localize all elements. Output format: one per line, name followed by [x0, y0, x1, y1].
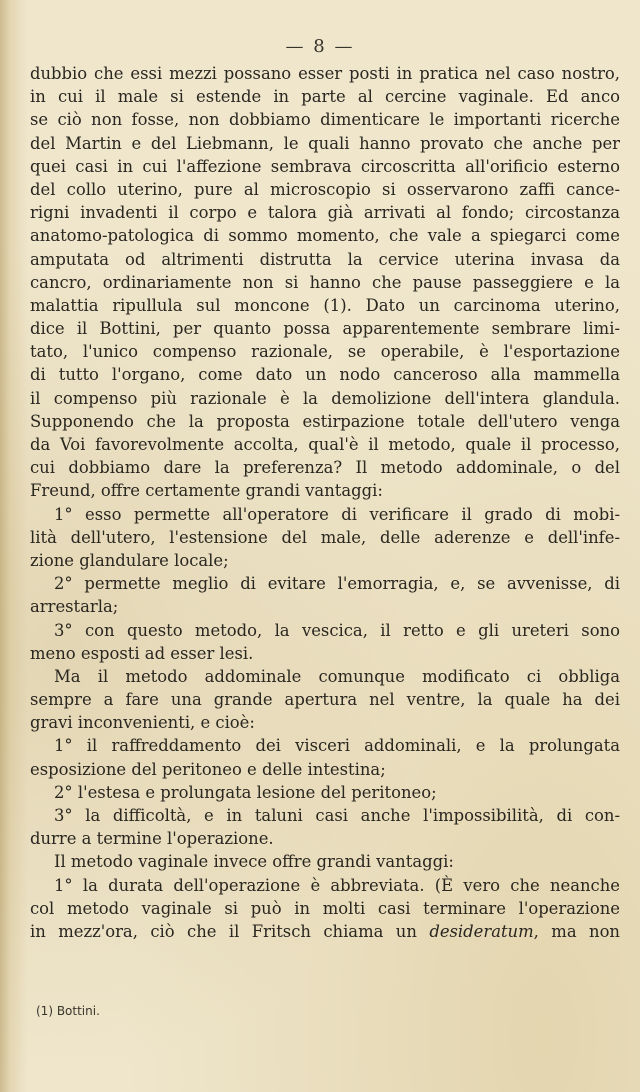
text-line: dice il Bottini, per quanto possa apparentemente sembrare limi- [30, 319, 620, 339]
text-line-last-end: , ma non [533, 921, 620, 941]
text-line: 1° il raffreddamento dei visceri addominali, e la prolungata [54, 736, 620, 756]
text-line: malattia ripullula sul moncone (1). Dato un carcinoma uterino, [30, 295, 620, 315]
text-line: Freund, offre certamente grandi vantaggi: [30, 481, 383, 501]
text-line: sempre a fare una grande apertura nel ventre, la quale ha dei [30, 690, 620, 710]
body-text [30, 62, 620, 943]
text-line: 2° permette meglio di evitare l'emorragia, e, se avvenisse, di [54, 574, 620, 594]
footnote: (1) Bottini. [36, 1004, 100, 1018]
text-line: se ciò non fosse, non dobbiamo dimenticare le importanti ricerche [30, 110, 620, 130]
text-line: gravi inconvenienti, e cioè: [30, 713, 255, 733]
text-line: quei casi in cui l'affezione sembrava circoscritta all'orificio esterno [30, 156, 620, 176]
text-line: del collo uterino, pure al microscopio si osservarono zaffi cance- [30, 179, 620, 199]
text-line-last [30, 920, 620, 943]
text-line: amputata od altrimenti distrutta la cervice uterina invasa da [30, 249, 620, 269]
text-line: 2° l'estesa e prolungata lesione del peritoneo; [54, 782, 437, 802]
text-line: anatomo-patologica di sommo momento, che vale a spiegarci come [30, 226, 620, 246]
text-line: 3° la difficoltà, e in taluni casi anche l'impossibilità, di con- [54, 806, 620, 825]
text-line: del Martin e del Liebmann, le quali hanno provato che anche per [30, 133, 620, 153]
text-line: 1° esso permette all'operatore di verificare il grado di mobi- [54, 504, 620, 524]
text-line: il compenso più razionale è la demolizione dell'intera glandula. [30, 388, 620, 408]
italic-term: desideratum [429, 921, 534, 941]
text-line: dubbio che essi mezzi possano esser posti in pratica nel caso nostro, [30, 64, 620, 83]
text-line: da Voi favorevolmente accolta, qual'è il metodo, quale il processo, [30, 435, 620, 454]
page-number-header: — 8 — [285, 36, 355, 57]
text-line: cancro, ordinariamente non si hanno che pause passeggiere e la [30, 272, 620, 292]
text-line: durre a termine l'operazione. [30, 829, 274, 849]
text-line: lità dell'utero, l'estensione del male, delle aderenze e dell'infe- [30, 527, 620, 547]
text-line: Ma il metodo addominale comunque modificato ci obbliga [54, 666, 620, 686]
text-line: tato, l'unico compenso razionale, se operabile, è l'esportazione [30, 342, 620, 362]
text-line: rigni invadenti il corpo e talora già arrivati al fondo; circostanza [30, 203, 620, 223]
text-line: cui dobbiamo dare la preferenza? Il metodo addominale, o del [30, 458, 620, 478]
text-line-last-start: in mezz'ora, ciò che il Fritsch chiama un [30, 921, 417, 941]
text-line: col metodo vaginale si può in molti casi terminare l'operazione [30, 898, 620, 918]
text-line: in cui il male si estende in parte al cercine vaginale. Ed anco [30, 87, 620, 107]
text-line: 1° la durata dell'operazione è abbreviata. (È vero che neanche [54, 875, 620, 895]
text-line: esposizione del peritoneo e delle intestina; [30, 759, 386, 779]
text-line: 3° con questo metodo, la vescica, il retto e gli ureteri sono [54, 620, 620, 640]
text-line: Il metodo vaginale invece offre grandi vantaggi: [54, 852, 454, 872]
text-line: arrestarla; [30, 597, 119, 617]
text-line: zione glandulare locale; [30, 550, 229, 570]
text-line: di tutto l'organo, come dato un nodo canceroso alla mammella [30, 365, 620, 385]
text-line: meno esposti ad esser lesi. [30, 643, 254, 663]
text-line: Supponendo che la proposta estirpazione totale dell'utero venga [30, 411, 620, 431]
